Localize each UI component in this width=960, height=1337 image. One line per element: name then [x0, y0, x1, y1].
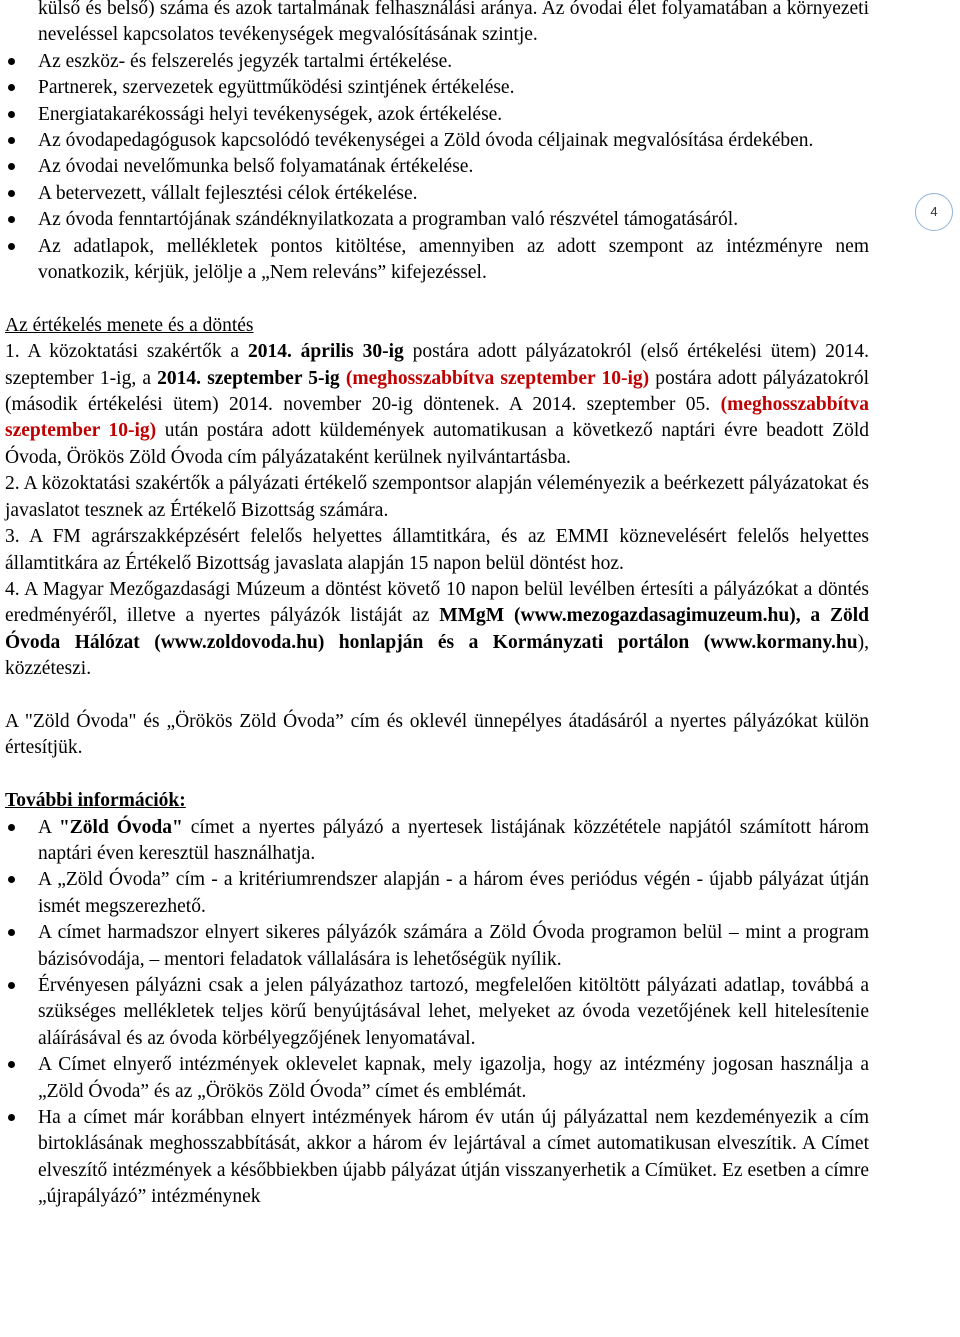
- bullet-icon: [8, 190, 15, 197]
- bullet-icon: [8, 1114, 15, 1121]
- list-item: Energiatakarékossági helyi tevékenységek, azok értékelése.: [5, 102, 869, 128]
- criteria-bullet-list: [5, 49, 869, 287]
- section-heading-more-info: További információk:: [5, 790, 186, 812]
- paragraph-2: 2. A közoktatási szakértők a pályázati értékelő szempontsor alapján véleményezik a beérkezett pályázatokat és javaslatot tesznek az Értékelő Bizottság számára.: [5, 473, 869, 521]
- bullet-icon: [8, 137, 15, 144]
- list-item: A „Zöld Óvoda” cím - a kritériumrendszer alapján - a három éves periódus végén - újabb pályázat útján ismét megszerezhető.: [5, 867, 869, 920]
- bullet-icon: [8, 163, 15, 170]
- paragraph-award-ceremony: A "Zöld Óvoda" és „Örökös Zöld Óvoda” cím és oklevél ünnepélyes átadásáról a nyertes pályázókat külön értesítjük.: [5, 710, 869, 759]
- bullet-icon: [8, 1061, 15, 1068]
- bullet-icon: [8, 216, 15, 223]
- bullet-icon: [8, 111, 15, 118]
- list-item: Ha a címet már korábban elnyert intézmények három év után új pályázattal nem kezdeményezik a cím birtoklásának meghosszabbítását, akkor a három év lejártával a címet automatikusan elveszítik. A Címet elveszítő intézmények a későbbiekben újabb pályázat útján visszanyerhetik a Címüket. Ez esetben a címre „újrapályázó” intézménynek: [5, 1105, 869, 1211]
- list-item: Az óvodapedagógusok kapcsolódó tevékenységei a Zöld óvoda céljainak megvalósítása érdekében.: [5, 128, 869, 154]
- list-item: Érvényesen pályázni csak a jelen pályázathoz tartozó, megfelelően kitöltött pályázati adatlap, továbbá a szükséges mellékletek teljes körű benyújtásával lehet, melyeket az óvoda vezetőjének kell hitelesítenie aláírásával és az óvoda körbélyegzőjének lenyomatával.: [5, 973, 869, 1052]
- list-item: A betervezett, vállalt fejlesztési célok értékelése.: [5, 181, 869, 207]
- bullet-icon: [8, 929, 15, 936]
- info-bullet-list: [5, 815, 869, 1211]
- list-item: Az adatlapok, mellékletek pontos kitöltése, amennyiben az adott szempont az intézményre nem vonatkozik, kérjük, jelölje a „Nem releváns” kifejezéssel.: [5, 234, 869, 287]
- bullet-icon: [8, 58, 15, 65]
- paragraph-3: 3. A FM agrárszakképzésért felelős helyettes államtitkára, és az EMMI köznevelésért felelős helyettes államtitkára az Értékelő Bizottság javaslata alapján 15 napon belül döntést hoz.: [5, 526, 869, 574]
- list-item: Az óvoda fenntartójának szándéknyilatkozata a programban való részvétel támogatásáról.: [5, 207, 869, 233]
- list-item: Az eszköz- és felszerelés jegyzék tartalmi értékelése.: [5, 49, 869, 75]
- bullet-icon: [8, 876, 15, 883]
- list-item: A "Zöld Óvoda" címet a nyertes pályázó a nyertesek listájának közzététele napjától számított három naptári éven keresztül használhatja.: [5, 815, 869, 868]
- bullet-icon: [8, 824, 15, 831]
- bullet-icon: [8, 243, 15, 250]
- list-item: A címet harmadszor elnyert sikeres pályázók számára a Zöld Óvoda programon belül – mint a program bázisóvodája, – mentori feladatok vállalására is lehetőségük nyílik.: [5, 920, 869, 973]
- section-heading-evaluation: Az értékelés menete és a döntés: [5, 314, 254, 336]
- page-number-badge: 4: [915, 193, 953, 231]
- extended-deadline: (meghosszabbítva szeptember 10-ig): [5, 394, 869, 442]
- paragraph-4: 4. A Magyar Mezőgazdasági Múzeum a döntést követő 10 napon belül levélben értesíti a pályázókat a döntés eredményéről, illetve a nyertes pályázók listáját az MMgM (www.mezogazdasagimuzeum.hu), a Zöld Óvoda Hálózat (www.zoldovoda.hu) honlapján és a Kormányzati portálon (www.kormany.hu), közzéteszi.: [5, 578, 869, 680]
- document-page: [5, 0, 869, 1211]
- bullet-icon: [8, 84, 15, 91]
- list-item: Partnerek, szervezetek együttműködési szintjének értékelése.: [5, 75, 869, 101]
- paragraph-1: 1. A közoktatási szakértők a 2014. április 30-ig postára adott pályázatokról (első értékelési ütem) 2014. szeptember 1-ig, a 2014. szeptember 5-ig (meghosszabbítva szeptember 10-ig) postára adott pályázatokról (második értékelési ütem) 2014. november 20-ig döntenek. A 2014. szeptember 05. (meghosszabbítva szeptember 10-ig) után postára adott küldemények automatikusan a következő naptári évre beadott Zöld Óvoda, Örökös Zöld Óvoda cím pályázataként kerülnek nyilvántartásba.: [5, 341, 870, 468]
- continued-bullet-text: külső és belső) száma és azok tartalmának felhasználási aránya. Az óvodai élet folyamatában a környezeti neveléssel kapcsolatos tevékenységek megvalósításának szintje.: [38, 0, 869, 46]
- list-item: Az óvodai nevelőmunka belső folyamatának értékelése.: [5, 154, 869, 180]
- list-item: A Címet elnyerő intézmények oklevelet kapnak, mely igazolja, hogy az intézmény jogosan használja a „Zöld Óvoda” és az „Örökös Zöld Óvoda” címet és emblémát.: [5, 1052, 869, 1105]
- extended-deadline: (meghosszabbítva szeptember 10-ig): [345, 367, 650, 389]
- bullet-icon: [8, 982, 15, 989]
